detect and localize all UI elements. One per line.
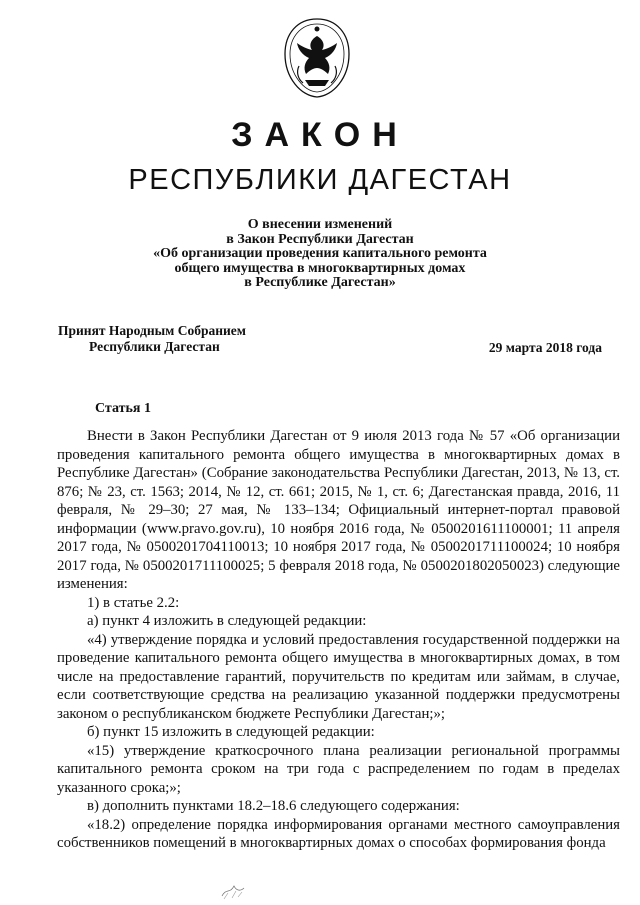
article-paragraph: 1) в статье 2.2: <box>87 594 180 611</box>
document-title-republic: РЕСПУБЛИКИ ДАГЕСТАН <box>128 164 512 196</box>
adoption-line: Республики Дагестан <box>89 339 220 354</box>
article-heading: Статья 1 <box>95 401 151 416</box>
adoption-date: 29 марта 2018 года <box>488 340 602 355</box>
article-paragraph: «18.2) определение порядка информирования органами местного самоуправления собственников помещений в многоквартирных домах о способах формирования фонда <box>57 816 620 851</box>
subject-line: «Об организации проведения капитального ремонта <box>153 246 487 261</box>
ink-mark-icon <box>218 880 248 902</box>
article-paragraph: в) дополнить пунктами 18.2–18.6 следующего содержания: <box>87 798 460 814</box>
subject-line: в Закон Республики Дагестан <box>226 231 414 247</box>
article-paragraph: Внести в Закон Республики Дагестан от 9 июля 2013 года № 57 «Об организации проведения капитального ремонта общего имущества в многоквартирных домах в Республике Дагестан» (Собрание законодательства Республики Дагестан, 2013, № 13, ст. 876; № 23, ст. 1563; 2014, № 12, ст. 661; 2015, № 1, ст. 6; Дагестанская правда, 2016, 11 февраля, № 29–30; 27 мая, № 133–134; Официальный интернет-портал правовой информации (www.pravo.gov.ru), 10 ноября 2016 года, № 0500201611100001; 11 апреля 2017 года, № 0500201704110013; 10 ноября 2017 года, № 0500201711100024; 10 ноября 2017 года, № 0500201711100025; 5 февраля 2018 года, № 0500201802050023) следующие изменения: <box>57 428 620 592</box>
document-title-law: ЗАКОН <box>231 116 409 154</box>
law-subject-heading <box>110 218 530 291</box>
adoption-statement <box>58 323 246 355</box>
coat-of-arms-emblem <box>279 16 355 100</box>
subject-line: в Республике Дагестан» <box>244 275 396 290</box>
subject-line: О внесении изменений <box>247 217 393 232</box>
article-body <box>57 427 620 853</box>
article-paragraph: б) пункт 15 изложить в следующей редакции: <box>87 724 375 740</box>
article-paragraph: «4) утверждение порядка и условий предоставления государственной поддержки на проведение капитального ремонта общего имущества в многоквартирных домах, в том числе на предоставление гарантий, поручительств по кредитам или займам, в случае, если соответствующие средства на реализацию указанной поддержки предусмотрены законом о республиканском бюджете Республики Дагестан;»; <box>57 631 620 722</box>
adoption-line: Принят Народным Собранием <box>58 323 246 338</box>
article-paragraph: а) пункт 4 изложить в следующей редакции: <box>87 613 367 629</box>
subject-line: общего имущества в многоквартирных домах <box>174 260 466 276</box>
article-paragraph: «15) утверждение краткосрочного плана реализации региональной программы капитального ремонта сроком на три года с распределением по годам в пределах указанного срока;»; <box>57 742 620 796</box>
